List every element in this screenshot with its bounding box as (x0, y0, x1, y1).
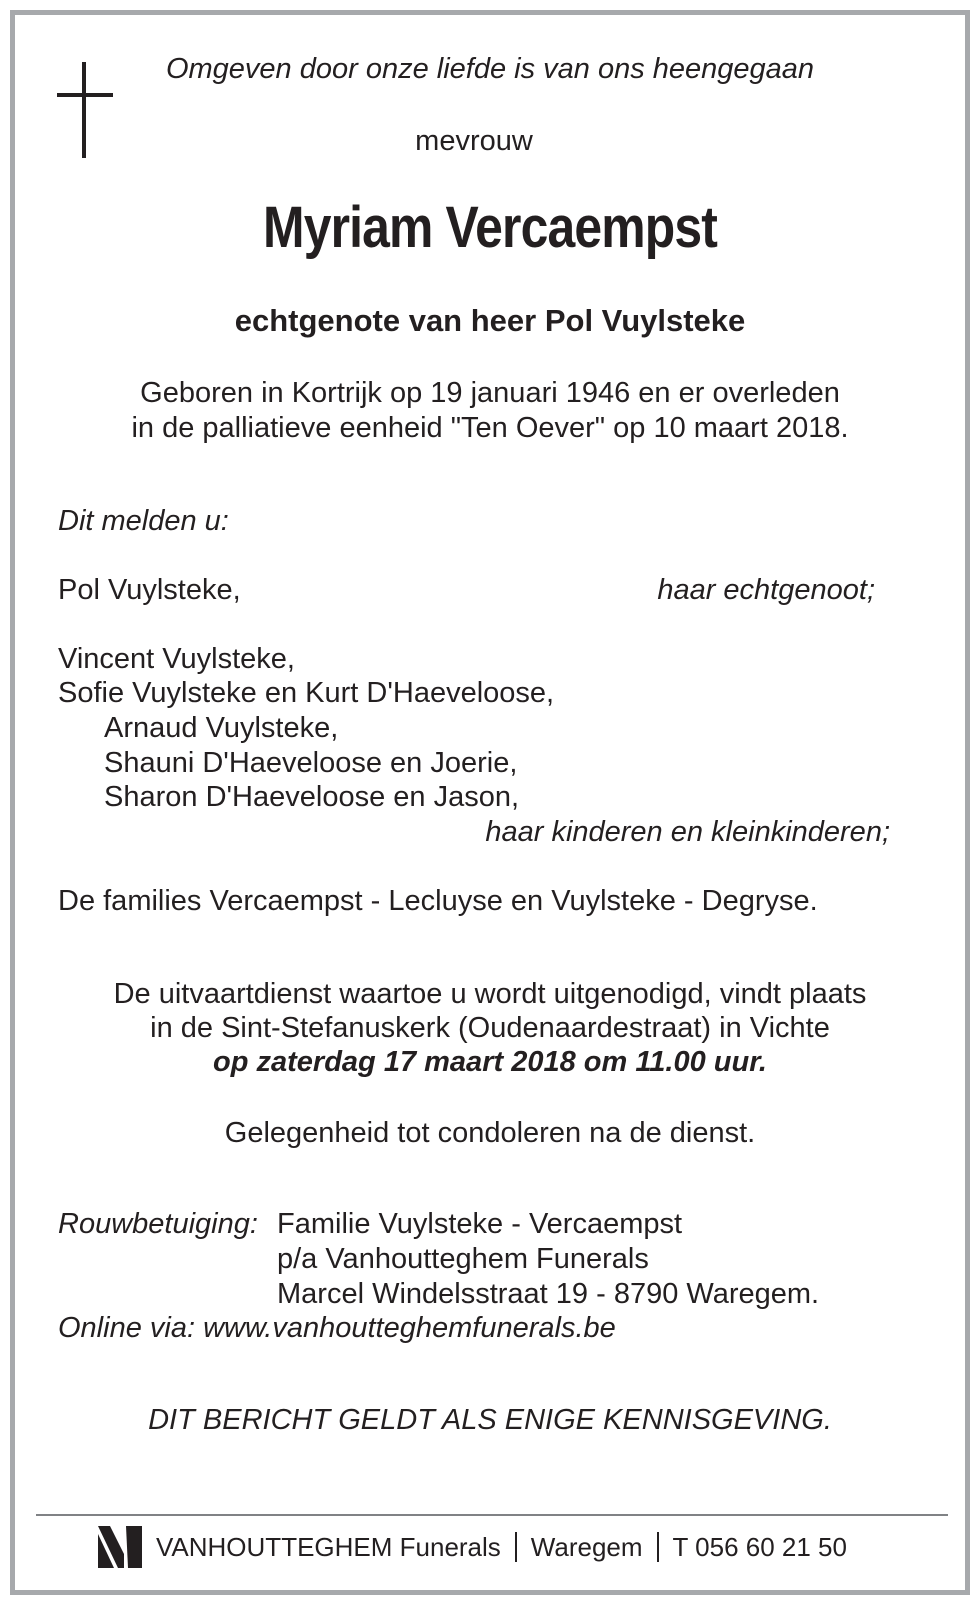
service-date: op zaterdag 17 maart 2018 om 11.00 uur. (213, 1046, 767, 1078)
footer-company: VANHOUTTEGHEM Funerals (156, 1532, 501, 1562)
spouse-name: Pol Vuylsteke, (58, 574, 241, 606)
footer-separator (515, 1532, 517, 1562)
rouw-address-line: Marcel Windelsstraat 19 - 8790 Waregem. (277, 1278, 820, 1310)
children-relation: haar kinderen en kleinkinderen; (485, 816, 890, 848)
title-prefix: mevrouw (415, 125, 533, 157)
deceased-name: Myriam Vercaempst (263, 195, 717, 260)
grandchild-line: Shauni D'Haeveloose en Joerie, (104, 747, 518, 779)
footer-city: Waregem (530, 1532, 643, 1562)
footer-phone: T 056 60 21 50 (672, 1532, 847, 1562)
rouw-address-line: p/a Vanhoutteghem Funerals (277, 1243, 649, 1275)
footer-divider (36, 1514, 948, 1516)
cross-icon-bar (57, 93, 113, 97)
rouw-address-line: Familie Vuylsteke - Vercaempst (277, 1208, 683, 1240)
service-line-2: in de Sint-Stefanuskerk (Oudenaardestraat) in Vichte (150, 1012, 830, 1044)
grandchild-line: Sharon D'Haeveloose en Jason, (104, 781, 520, 813)
child-line: Vincent Vuylsteke, (58, 643, 295, 675)
vanhoutteghem-logo-icon (96, 1524, 144, 1570)
birth-line-2: in de palliatieve eenheid "Ten Oever" op 10 maart 2018. (131, 412, 849, 444)
footer-separator (657, 1532, 659, 1562)
grandchild-line: Arnaud Vuylsteke, (104, 712, 339, 744)
notice-line: DIT BERICHT GELDT ALS ENIGE KENNISGEVING. (148, 1404, 832, 1436)
online-line: Online via: www.vanhoutteghemfunerals.be (58, 1312, 616, 1344)
families-line: De families Vercaempst - Lecluyse en Vuylsteke - Degryse. (58, 885, 818, 917)
child-line: Sofie Vuylsteke en Kurt D'Haeveloose, (58, 677, 555, 709)
footer-bar (96, 1522, 847, 1572)
spouse-relation: haar echtgenoot; (657, 574, 875, 606)
condolence-line: Gelegenheid tot condoleren na de dienst. (224, 1117, 756, 1149)
service-line-1: De uitvaartdienst waartoe u wordt uitgenodigd, vindt plaats (113, 978, 867, 1010)
announce-intro: Dit melden u: (58, 505, 229, 537)
intro-text: Omgeven door onze liefde is van ons heengegaan (165, 53, 815, 85)
rouw-label: Rouwbetuiging: (58, 1208, 258, 1240)
spouse-line: echtgenote van heer Pol Vuylsteke (234, 303, 746, 338)
birth-line-1: Geboren in Kortrijk op 19 januari 1946 en er overleden (140, 377, 840, 409)
